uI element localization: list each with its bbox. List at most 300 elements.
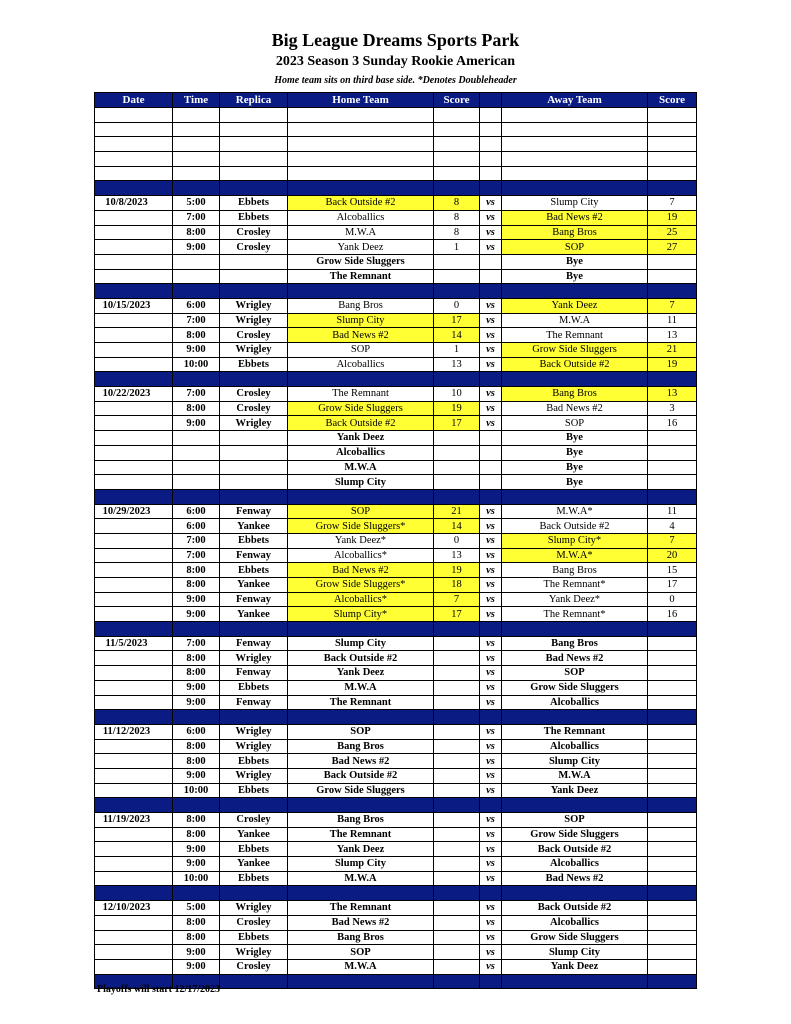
vs-label: vs [480,739,502,754]
empty-cell [502,137,648,152]
vs-label: vs [480,695,502,710]
away-score [648,724,697,739]
away-score [648,783,697,798]
vs-label: vs [480,563,502,578]
game-time: 8:00 [173,328,220,343]
field-replica: Ebbets [220,930,288,945]
away-score: 25 [648,225,697,240]
separator-cell [95,181,173,196]
away-team: Yank Deez [502,298,648,313]
away-team: Bang Bros [502,636,648,651]
blank-row [95,137,697,152]
away-score [648,901,697,916]
vs-label: vs [480,401,502,416]
vs-label: vs [480,783,502,798]
week-separator [95,372,697,387]
field-replica: Crosley [220,401,288,416]
empty-cell [648,152,697,167]
away-team: Bye [502,460,648,475]
vs-label: vs [480,768,502,783]
separator-cell [648,284,697,299]
empty-cell [434,122,480,137]
field-replica: Crosley [220,387,288,402]
away-team: Slump City* [502,533,648,548]
empty-cell [502,152,648,167]
game-row [95,196,697,211]
game-time: 9:00 [173,857,220,872]
home-team: Yank Deez [288,240,434,255]
game-time [173,431,220,446]
vs-label: vs [480,519,502,534]
home-team: Back Outside #2 [288,196,434,211]
game-time: 9:00 [173,945,220,960]
home-team: SOP [288,343,434,358]
home-score [434,813,480,828]
away-team: SOP [502,813,648,828]
blank-row [95,108,697,123]
field-replica [220,445,288,460]
away-score: 11 [648,313,697,328]
vs-label [480,269,502,284]
separator-cell [95,284,173,299]
separator-cell [480,974,502,989]
game-row [95,930,697,945]
vs-label: vs [480,842,502,857]
away-team: Bad News #2 [502,871,648,886]
home-score [434,739,480,754]
home-team: Bang Bros [288,930,434,945]
separator-cell [434,284,480,299]
game-row [95,343,697,358]
vs-label: vs [480,827,502,842]
game-time: 9:00 [173,959,220,974]
field-replica: Crosley [220,915,288,930]
home-score: 8 [434,210,480,225]
field-replica: Ebbets [220,842,288,857]
separator-cell [648,798,697,813]
season-subtitle: 2023 Season 3 Sunday Rookie American [275,54,516,69]
away-score: 7 [648,298,697,313]
empty-cell [648,108,697,123]
away-team: Bye [502,475,648,490]
field-replica: Wrigley [220,901,288,916]
game-date [95,313,173,328]
game-row [95,607,697,622]
field-replica: Ebbets [220,680,288,695]
home-score [434,857,480,872]
away-team: Alcoballics [502,695,648,710]
home-team: Grow Side Sluggers [288,401,434,416]
away-team: Slump City [502,945,648,960]
separator-cell [220,622,288,637]
separator-cell [480,622,502,637]
separator-cell [502,886,648,901]
home-team: M.W.A [288,680,434,695]
col-home-team: Home Team [288,93,434,108]
home-team: Alcoballics [288,445,434,460]
vs-label: vs [480,857,502,872]
away-team: The Remnant [502,724,648,739]
game-row [95,269,697,284]
field-replica: Fenway [220,695,288,710]
game-row [95,445,697,460]
game-time: 6:00 [173,298,220,313]
game-row [95,945,697,960]
separator-cell [502,974,648,989]
separator-cell [480,798,502,813]
game-date [95,240,173,255]
game-date [95,431,173,446]
separator-cell [502,372,648,387]
away-team: Alcoballics [502,857,648,872]
home-team: Bang Bros [288,298,434,313]
playoffs-note: Playoffs will start 12/17/2023 [97,984,221,995]
field-replica: Ebbets [220,783,288,798]
game-time: 8:00 [173,754,220,769]
game-date: 10/22/2023 [95,387,173,402]
week-separator [95,284,697,299]
away-score [648,871,697,886]
game-date [95,475,173,490]
home-score: 1 [434,343,480,358]
game-row [95,504,697,519]
home-team: SOP [288,945,434,960]
home-score [434,254,480,269]
vs-label: vs [480,666,502,681]
empty-cell [173,137,220,152]
empty-cell [95,108,173,123]
away-team: Bye [502,254,648,269]
field-replica: Wrigley [220,343,288,358]
separator-cell [220,886,288,901]
game-time: 10:00 [173,871,220,886]
home-score [434,460,480,475]
home-score: 8 [434,196,480,211]
vs-label: vs [480,813,502,828]
empty-cell [434,137,480,152]
vs-label: vs [480,871,502,886]
separator-cell [173,886,220,901]
separator-cell [288,489,434,504]
away-team: SOP [502,666,648,681]
field-replica: Ebbets [220,754,288,769]
game-time: 9:00 [173,240,220,255]
home-team: Back Outside #2 [288,768,434,783]
game-date [95,842,173,857]
home-team: Bang Bros [288,813,434,828]
separator-cell [220,372,288,387]
vs-label: vs [480,592,502,607]
game-date [95,945,173,960]
week-separator [95,622,697,637]
separator-cell [434,886,480,901]
separator-cell [434,489,480,504]
vs-label: vs [480,416,502,431]
field-replica: Yankee [220,857,288,872]
away-team: The Remnant* [502,607,648,622]
week-separator [95,798,697,813]
home-score [434,930,480,945]
separator-cell [288,284,434,299]
col-vs [480,93,502,108]
empty-cell [220,152,288,167]
field-replica: Fenway [220,636,288,651]
game-row [95,563,697,578]
vs-label: vs [480,930,502,945]
game-date [95,519,173,534]
game-time: 5:00 [173,901,220,916]
home-score [434,768,480,783]
home-score: 17 [434,607,480,622]
game-row [95,871,697,886]
game-date [95,592,173,607]
separator-cell [502,181,648,196]
away-team: Yank Deez [502,783,648,798]
game-time [173,254,220,269]
game-date [95,754,173,769]
vs-label: vs [480,225,502,240]
away-score: 7 [648,533,697,548]
away-team: Yank Deez [502,959,648,974]
game-row [95,959,697,974]
away-score: 13 [648,328,697,343]
game-date [95,871,173,886]
separator-cell [502,284,648,299]
week-separator [95,886,697,901]
game-date [95,651,173,666]
away-score: 16 [648,416,697,431]
field-replica: Wrigley [220,724,288,739]
home-team: Bad News #2 [288,563,434,578]
home-score [434,680,480,695]
vs-label: vs [480,636,502,651]
vs-label [480,460,502,475]
vs-label: vs [480,901,502,916]
away-team: Yank Deez* [502,592,648,607]
game-row [95,416,697,431]
empty-cell [480,122,502,137]
home-score [434,445,480,460]
game-date [95,827,173,842]
away-team: Bang Bros [502,387,648,402]
away-score: 17 [648,578,697,593]
home-score [434,724,480,739]
home-team: Yank Deez [288,666,434,681]
field-replica: Yankee [220,827,288,842]
game-time: 7:00 [173,387,220,402]
separator-cell [173,284,220,299]
away-team: Slump City [502,196,648,211]
separator-cell [220,284,288,299]
separator-cell [95,886,173,901]
home-score: 19 [434,401,480,416]
home-score: 14 [434,519,480,534]
game-row [95,680,697,695]
game-date [95,783,173,798]
empty-cell [648,122,697,137]
game-date [95,607,173,622]
game-time: 8:00 [173,930,220,945]
home-team: The Remnant [288,269,434,284]
game-time: 9:00 [173,842,220,857]
game-time: 8:00 [173,666,220,681]
game-time: 10:00 [173,783,220,798]
week-separator [95,489,697,504]
game-row [95,401,697,416]
home-team: Bad News #2 [288,754,434,769]
away-score [648,666,697,681]
field-replica: Crosley [220,225,288,240]
vs-label: vs [480,724,502,739]
empty-cell [173,166,220,181]
home-team: Grow Side Sluggers* [288,578,434,593]
home-team: M.W.A [288,959,434,974]
vs-label: vs [480,607,502,622]
vs-label [480,445,502,460]
field-replica [220,460,288,475]
away-team: Back Outside #2 [502,357,648,372]
empty-cell [173,122,220,137]
game-date: 12/10/2023 [95,901,173,916]
home-team: M.W.A [288,871,434,886]
away-team: Grow Side Sluggers [502,930,648,945]
game-time: 9:00 [173,680,220,695]
separator-cell [648,489,697,504]
game-date [95,225,173,240]
home-score [434,827,480,842]
home-score [434,959,480,974]
home-team: Alcoballics* [288,548,434,563]
home-score [434,945,480,960]
game-time: 6:00 [173,724,220,739]
game-time: 8:00 [173,651,220,666]
game-row [95,387,697,402]
separator-cell [648,974,697,989]
home-team: Alcoballics [288,357,434,372]
field-replica: Ebbets [220,357,288,372]
away-score: 19 [648,357,697,372]
empty-cell [648,166,697,181]
home-team: Slump City [288,857,434,872]
game-row [95,827,697,842]
game-time: 5:00 [173,196,220,211]
separator-cell [173,372,220,387]
empty-cell [220,166,288,181]
vs-label: vs [480,533,502,548]
home-team: The Remnant [288,901,434,916]
empty-cell [480,166,502,181]
empty-cell [220,137,288,152]
home-team: Grow Side Sluggers* [288,519,434,534]
field-replica: Wrigley [220,739,288,754]
empty-cell [288,166,434,181]
home-score [434,651,480,666]
game-time: 8:00 [173,401,220,416]
vs-label: vs [480,578,502,593]
home-team: Bang Bros [288,739,434,754]
game-row [95,695,697,710]
home-score: 8 [434,225,480,240]
home-team: Yank Deez* [288,533,434,548]
home-score: 13 [434,357,480,372]
game-row [95,724,697,739]
game-time: 9:00 [173,607,220,622]
home-team: Yank Deez [288,842,434,857]
game-time: 7:00 [173,210,220,225]
game-row [95,768,697,783]
game-row [95,357,697,372]
game-row [95,533,697,548]
separator-cell [95,710,173,725]
home-score [434,666,480,681]
schedule-table [94,92,697,989]
separator-cell [648,710,697,725]
field-replica: Ebbets [220,196,288,211]
game-row [95,813,697,828]
home-team: M.W.A [288,225,434,240]
empty-cell [434,108,480,123]
game-time: 8:00 [173,739,220,754]
vs-label [480,475,502,490]
home-score [434,269,480,284]
away-score: 19 [648,210,697,225]
separator-cell [434,974,480,989]
home-score: 10 [434,387,480,402]
separator-cell [173,710,220,725]
separator-cell [434,710,480,725]
home-team: Alcoballics [288,210,434,225]
field-replica: Wrigley [220,651,288,666]
empty-cell [173,108,220,123]
away-team: Bad News #2 [502,401,648,416]
separator-cell [502,489,648,504]
field-replica: Fenway [220,548,288,563]
empty-cell [220,108,288,123]
away-score [648,857,697,872]
separator-cell [648,886,697,901]
field-replica: Yankee [220,607,288,622]
schedule-note: Home team sits on third base side. *Denotes Doubleheader [274,75,517,86]
home-team: Bad News #2 [288,328,434,343]
game-date [95,445,173,460]
field-replica: Wrigley [220,313,288,328]
game-row [95,578,697,593]
game-date: 10/29/2023 [95,504,173,519]
away-score [648,768,697,783]
away-score [648,842,697,857]
vs-label [480,431,502,446]
separator-cell [434,372,480,387]
away-score [648,915,697,930]
separator-cell [288,886,434,901]
game-row [95,915,697,930]
away-score [648,945,697,960]
game-date [95,401,173,416]
away-score [648,695,697,710]
field-replica: Wrigley [220,298,288,313]
game-date: 10/15/2023 [95,298,173,313]
away-team: SOP [502,240,648,255]
vs-label: vs [480,298,502,313]
game-time: 10:00 [173,357,220,372]
separator-cell [648,181,697,196]
home-team: SOP [288,724,434,739]
game-row [95,519,697,534]
game-date [95,739,173,754]
game-time [173,269,220,284]
field-replica: Wrigley [220,416,288,431]
field-replica [220,254,288,269]
